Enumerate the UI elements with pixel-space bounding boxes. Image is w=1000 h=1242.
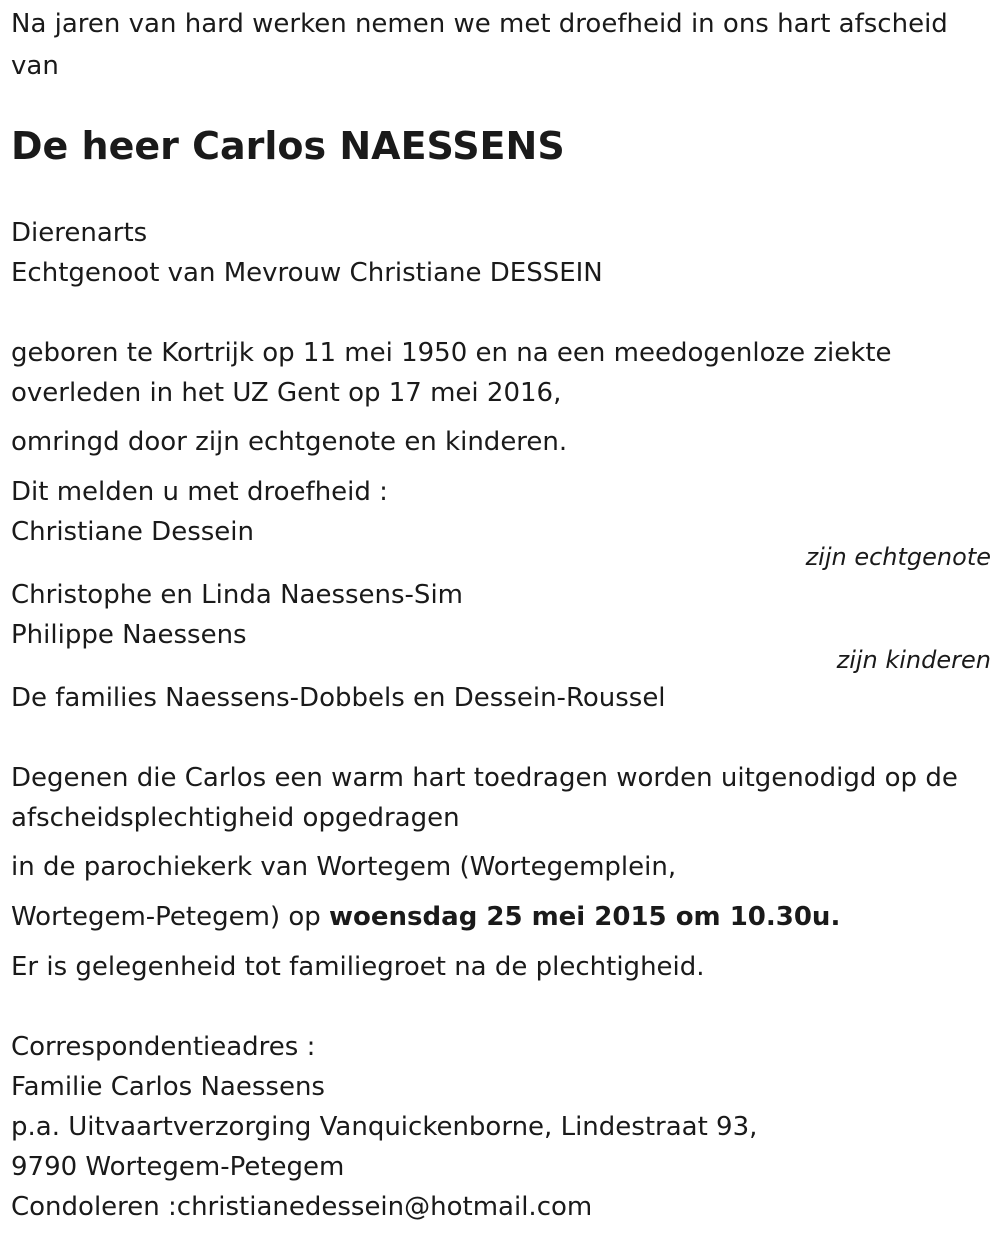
correspondence-address-2: 9790 Wortegem-Petegem	[11, 1152, 345, 1182]
deceased-name: De heer Carlos NAESSENS	[11, 124, 565, 168]
mourner-child-2: Philippe Naessens	[11, 620, 247, 650]
ceremony-line-5: Er is gelegenheid tot familiegroet na de plechtigheid.	[11, 952, 705, 982]
life-line-2: overleden in het UZ Gent op 17 mei 2016,	[11, 378, 562, 408]
ceremony-line-2: afscheidsplechtigheid opgedragen	[11, 803, 460, 833]
intro-line-2: van	[11, 51, 59, 81]
ceremony-line-4	[11, 897, 840, 937]
correspondence-address-1: p.a. Uitvaartverzorging Vanquickenborne, Lindestraat 93,	[11, 1112, 758, 1142]
mourner-spouse-name: Christiane Dessein	[11, 517, 254, 547]
intro-line-1: Na jaren van hard werken nemen we met droefheid in ons hart afscheid	[11, 9, 948, 39]
life-line-3: omringd door zijn echtgenote en kinderen.	[11, 427, 568, 457]
condolence-email: Condoleren :christianedessein@hotmail.com	[11, 1192, 593, 1222]
announcement: Dit melden u met droefheid :	[11, 477, 388, 507]
mourner-spouse-role: zijn echtgenote	[805, 543, 991, 571]
correspondence-label: Correspondentieadres :	[11, 1032, 316, 1062]
ceremony-line-1: Degenen die Carlos een warm hart toedragen worden uitgenodigd op de	[11, 763, 958, 793]
ceremony-date: woensdag 25 mei 2015 om 10.30u.	[329, 902, 841, 932]
spouse-line: Echtgenoot van Mevrouw Christiane DESSEIN	[11, 258, 603, 288]
profession: Dierenarts	[11, 218, 148, 248]
ceremony-line-3: in de parochiekerk van Wortegem (Wortegemplein,	[11, 852, 677, 882]
mourner-children-role: zijn kinderen	[836, 646, 991, 674]
life-line-1: geboren te Kortrijk op 11 mei 1950 en na een meedogenloze ziekte	[11, 338, 892, 368]
correspondence-name: Familie Carlos Naessens	[11, 1072, 325, 1102]
ceremony-line-4-prefix: Wortegem-Petegem) op	[11, 902, 321, 932]
mourner-child-1: Christophe en Linda Naessens-Sim	[11, 580, 463, 610]
mourner-families: De families Naessens-Dobbels en Dessein-Roussel	[11, 683, 666, 713]
obituary-notice	[11, 0, 991, 1242]
